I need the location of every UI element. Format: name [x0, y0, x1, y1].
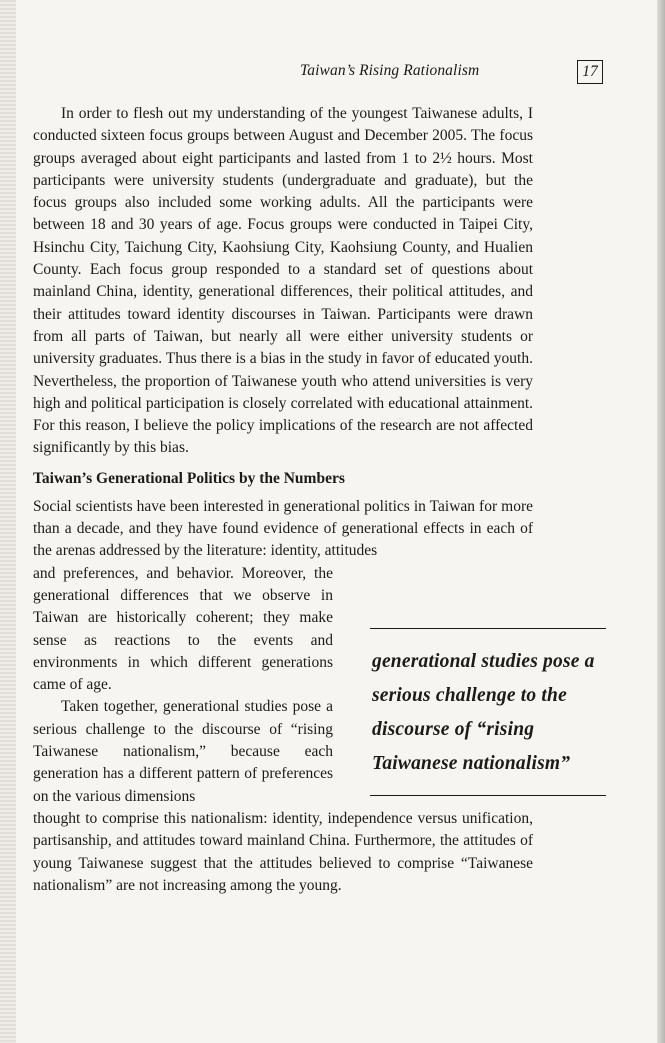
page-right-edge: [657, 0, 665, 1043]
pull-quote: generational studies pose a serious challenge to the discourse of “rising Taiwanese nationalism”: [370, 628, 606, 796]
paragraph-generational-column: and preferences, and behavior. Moreover, the generational differences that we observe in Taiwan are historically coherent; they make sense as reactions to the events and environments in which different generations came of age.: [33, 564, 333, 694]
page-left-edge: [0, 0, 16, 1043]
paragraph-taken-together-continued: thought to comprise this nationalism: identity, independence versus unification, partisanship, and attitudes toward mainland China. Furthermore, the attitudes of young Taiwanese suggest that the attitudes believed to comprise “Taiwanese nationalism” are not increasing among the young.: [33, 809, 533, 894]
paragraph-focus-groups: In order to flesh out my understanding of the youngest Taiwanese adults, I conducted sixteen focus groups between August and December 2005. The focus groups averaged about eight participants and lasted from 1 to 2½ hours. Most participants were university students (undergraduate and graduate), but the focus groups also included some working adults. All the participants were between 18 and 30 years of age. Focus groups were conducted in Taipei City, Hsinchu City, Taichung City, Kaohsiung City, Kaohsiung County, and Hualien County. Each focus group responded to a standard set of questions about mainland China, identity, generational differences, their political attitudes, and their attitudes toward identity discourses in Taiwan. Participants were drawn from all parts of Taiwan, but nearly all were either university students or university graduates. Thus there is a bias in the study in favor of educated youth. Nevertheless, the proportion of Taiwanese youth who attend universities is very high and political participation is closely correlated with educational attainment. For this reason, I believe the policy implications of the research are not affected significantly by this bias.: [33, 105, 533, 457]
section-heading: Taiwan’s Generational Politics by the Numbers: [33, 469, 345, 487]
running-head-title: Taiwan’s Rising Rationalism: [300, 62, 480, 79]
paragraph-generational-intro: Social scientists have been interested in generational politics in Taiwan for more than a decade, and they have found evidence of generational effects in each of the arenas addressed by the literature: identity, attitudes: [33, 497, 533, 560]
page-number: 17: [577, 60, 603, 84]
paragraph-taken-together-column: Taken together, generational studies pose a serious challenge to the discourse of “rising Taiwanese nationalism,” because each generation has a different pattern of preferences on the various dimensions: [33, 698, 333, 805]
